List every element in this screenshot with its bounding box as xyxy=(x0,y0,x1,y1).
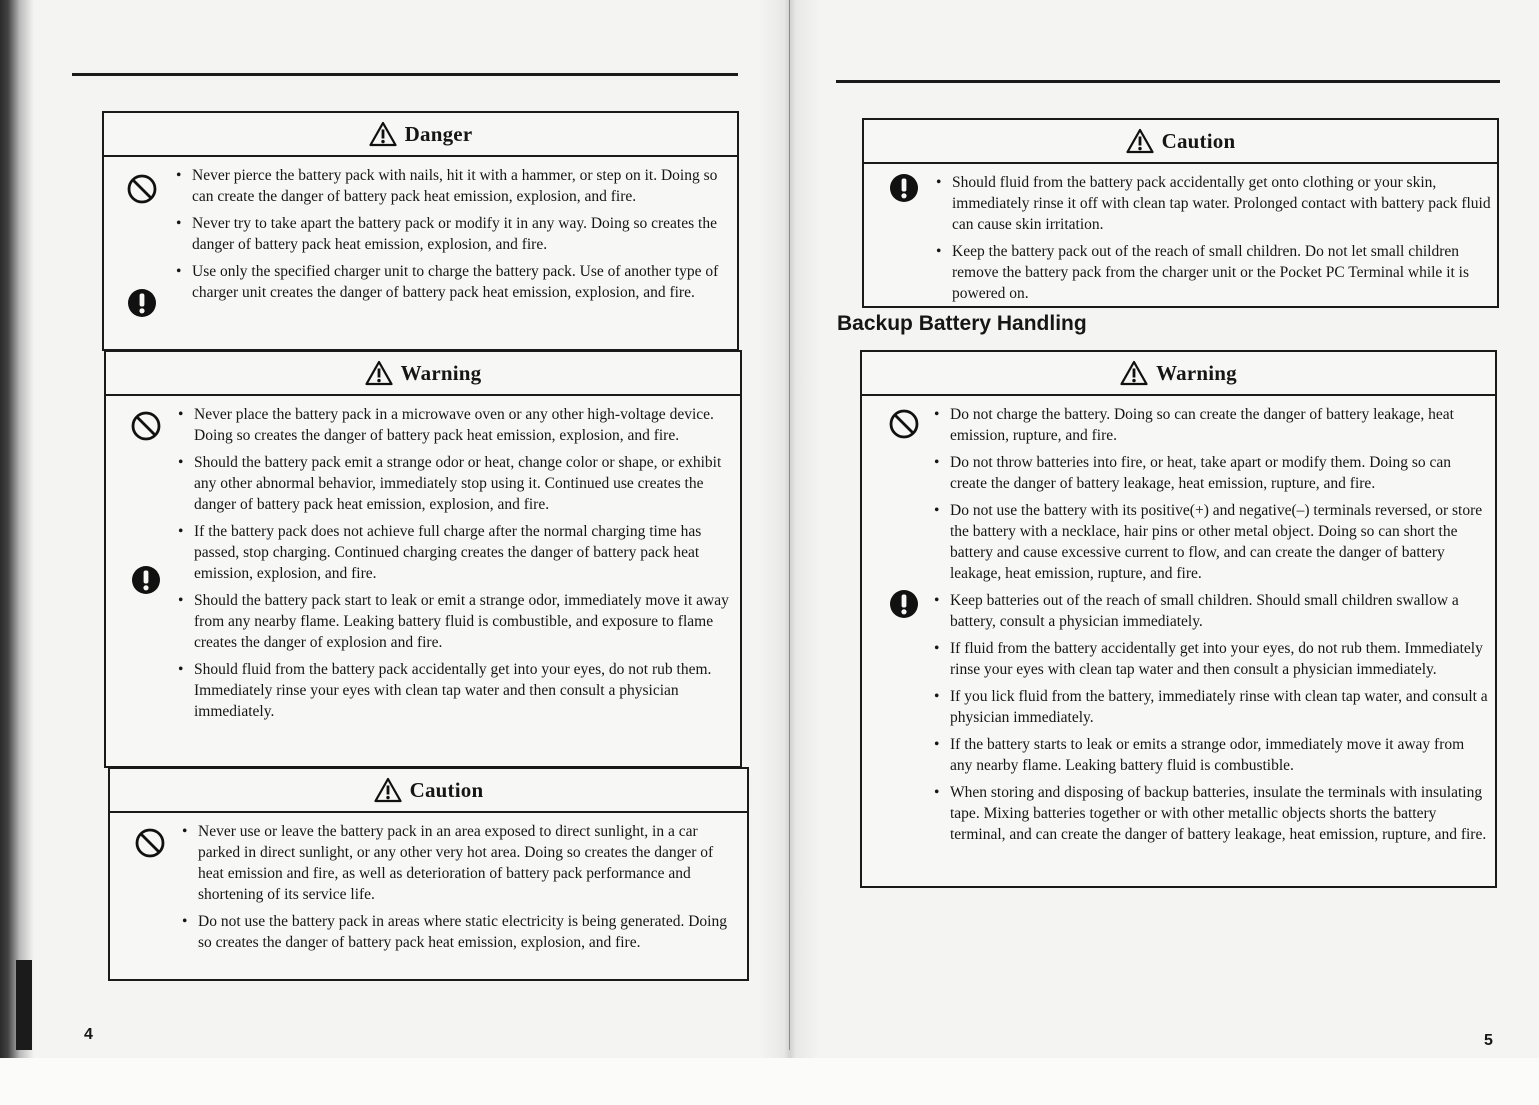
gutter-line xyxy=(789,0,790,1050)
warning-item-right-7: • If the battery starts to leak or emits a strange odor, immediately move it away from any nearby flame. Leaking battery fluid is combustible. xyxy=(932,734,1489,776)
warning-item-right-1: • Do not charge the battery. Doing so can create the danger of battery leakage, heat emission, rupture, and fire. xyxy=(932,404,1489,446)
warning-body-left xyxy=(106,396,740,734)
danger-body xyxy=(104,157,737,315)
page-number-right: 5 xyxy=(1484,1032,1493,1049)
top-rule-right xyxy=(836,80,1500,83)
danger-header xyxy=(104,113,737,157)
warning-item-right-2: • Do not throw batteries into fire, or heat, take apart or modify them. Doing so can create the danger of battery leakage, heat emission, rupture, and fire. xyxy=(932,452,1489,494)
warning-item-right-5: • If fluid from the battery accidentally get into your eyes, do not rub them. Immediately rinse your eyes with clean tap water and then consult a physician immediately. xyxy=(932,638,1489,680)
warning-triangle-icon xyxy=(365,360,393,386)
prohibition-icon xyxy=(130,410,162,442)
prohibition-icon xyxy=(126,173,158,205)
warning-title-left: Warning xyxy=(400,360,482,385)
warning-triangle-icon xyxy=(374,777,402,803)
caution-item-2: • Do not use the battery pack in areas where static electricity is being generated. Doing so creates the danger of battery pack heat emission, explosion, and fire. xyxy=(180,911,741,953)
warning-item-3: • If the battery pack does not achieve full charge after the normal charging time has passed, stop charging. Continued charging creates the danger of battery pack heat emission, explosion, and fire. xyxy=(176,521,734,584)
caution-title-right: Caution xyxy=(1161,128,1236,153)
mandatory-action-icon xyxy=(130,564,162,596)
book-spine-shadow xyxy=(0,0,34,1105)
caution-list-right xyxy=(934,172,1491,304)
warning-item-2: • Should the battery pack emit a strange odor or heat, change color or shape, or exhibit any other abnormal behavior, immediately stop using it. Continued use creates the danger of battery pack heat emission, explosion, and fire. xyxy=(176,452,734,515)
warning-title-right: Warning xyxy=(1156,360,1237,385)
book-spine-edge xyxy=(16,960,32,1050)
page-number-left: 4 xyxy=(84,1026,93,1043)
danger-item-2: • Never try to take apart the battery pack or modify it in any way. Doing so creates the danger of battery pack heat emission, explosion, and fire. xyxy=(174,213,731,255)
warning-header-right xyxy=(862,352,1495,396)
warning-section-left xyxy=(104,350,742,768)
mandatory-action-icon xyxy=(888,172,920,204)
danger-item-3: • Use only the specified charger unit to charge the battery pack. Use of another type of charger unit creates the danger of battery pack heat emission, explosion, and fire. xyxy=(174,261,731,303)
warning-triangle-icon xyxy=(1126,128,1154,154)
prohibition-icon xyxy=(888,408,920,440)
warning-item-right-6: • If you lick fluid from the battery, immediately rinse with clean tap water, and consult a physician immediately. xyxy=(932,686,1489,728)
danger-section xyxy=(102,111,739,351)
danger-item-1: • Never pierce the battery pack with nails, hit it with a hammer, or step on it. Doing so can create the danger of battery pack heat emission, explosion, and fire. xyxy=(174,165,731,207)
caution-item-1: • Never use or leave the battery pack in an area exposed to direct sunlight, in a car parked in direct sunlight, or any other very hot area. Doing so creates the danger of heat emission and fire, as well as deterioration of battery pack performance and shortening of its service life. xyxy=(180,821,741,905)
warning-item-1: • Never place the battery pack in a microwave oven or any other high-voltage device. Doing so creates the danger of battery pack heat emission, explosion, and fire. xyxy=(176,404,734,446)
book-gutter xyxy=(760,0,820,1105)
caution-item-right-1: • Should fluid from the battery pack accidentally get onto clothing or your skin, immediately rinse it off with clean tap water. Prolonged contact with battery pack fluid can cause skin irritation. xyxy=(934,172,1491,235)
warning-item-right-4: • Keep batteries out of the reach of small children. Should small children swallow a battery, consult a physician immediately. xyxy=(932,590,1489,632)
caution-item-right-2: • Keep the battery pack out of the reach of small children. Do not let small children remove the battery pack from the charger unit or the Pocket PC Terminal while it is powered on. xyxy=(934,241,1491,304)
caution-body-right xyxy=(864,164,1497,316)
prohibition-icon xyxy=(134,827,166,859)
caution-header-right xyxy=(864,120,1497,164)
caution-section-left xyxy=(108,767,749,981)
section-heading: Backup Battery Handling xyxy=(837,312,1087,335)
warning-body-right xyxy=(862,396,1495,857)
warning-section-right xyxy=(860,350,1497,888)
warning-item-right-8: • When storing and disposing of backup batteries, insulate the terminals with insulating tape. Mixing batteries together or with other metallic objects shorts the battery terminal, and can create the danger of battery leakage, heat emission, rupture, and fire. xyxy=(932,782,1489,845)
mandatory-action-icon xyxy=(126,287,158,319)
warning-item-right-3: • Do not use the battery with its positive(+) and negative(–) terminals reversed, or store the battery with a necklace, hair pins or other metal object. Doing so can short the battery and cause excessive current to flow, and can create the danger of battery leakage, heat emission, rupture, and fire. xyxy=(932,500,1489,584)
warning-list-left xyxy=(176,404,734,722)
danger-list xyxy=(174,165,731,303)
warning-triangle-icon xyxy=(369,121,397,147)
caution-body-left xyxy=(110,813,747,965)
warning-item-5: • Should fluid from the battery pack accidentally get into your eyes, do not rub them. Immediately rinse your eyes with clean tap water and then consult a physician immediately. xyxy=(176,659,734,722)
caution-section-right xyxy=(862,118,1499,308)
caution-list-left xyxy=(180,821,741,953)
page-bottom-margin xyxy=(0,1058,1539,1105)
mandatory-action-icon xyxy=(888,588,920,620)
caution-header-left xyxy=(110,769,747,813)
warning-header-left xyxy=(106,352,740,396)
top-rule-left xyxy=(72,73,738,76)
caution-title-left: Caution xyxy=(409,777,484,802)
warning-triangle-icon xyxy=(1120,360,1148,386)
warning-item-4: • Should the battery pack start to leak or emit a strange odor, immediately move it away from any nearby flame. Leaking battery fluid is combustible, and exposure to flame creates the danger of explosion and fire. xyxy=(176,590,734,653)
warning-list-right xyxy=(932,404,1489,845)
danger-title: Danger xyxy=(404,121,473,146)
